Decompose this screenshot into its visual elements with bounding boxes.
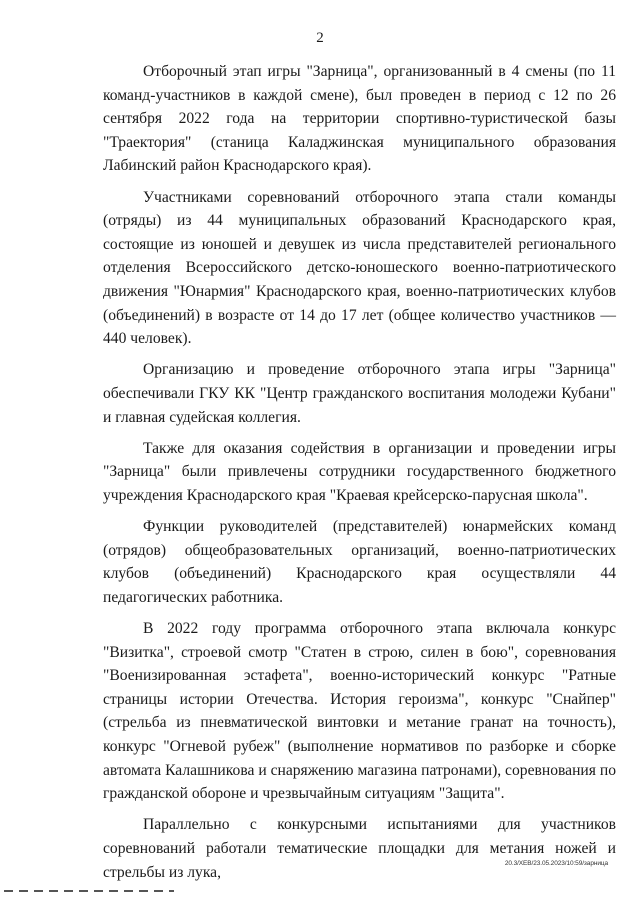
paragraph-team-leaders: Функции руководителей (представителей) юнармейских команд (отрядов) общеобразовательных организаций, военно-патриотических клубов (объединений) Краснодарского края осуществляли 44 педагогических работника. (103, 518, 616, 606)
paragraph-program: В 2022 году программа отборочного этапа включала конкурс "Визитка", строевой смотр "Статен в строю, силен в бою", соревнования "Военизированная эстафета", военно-исторический конкурс "Ратные страницы истории Отечества. История героизма", конкурс "Снайпер" (стрельба из пневматической винтовки и метание гранат на точность), конкурс "Огневой рубеж" (выполнение нормативов по разборке и сборке автомата Калашникова и снаряжению магазина патронами), соревнования по гражданской обороне и чрезвычайным ситуациям "Защита". (103, 620, 616, 803)
paragraph-organizers: Организацию и проведение отборочного этапа игры "Зарница" обеспечивали ГКУ КК "Центр гражданского воспитания молодежи Кубани" и главная судейская коллегия. (103, 361, 616, 426)
page-number: 2 (316, 30, 324, 46)
paragraph-participants: Участниками соревнований отборочного этапа стали команды (отряды) из 44 муниципальных образований Краснодарского края, состоящие из юношей и девушек из числа представителей регионального отделения Всероссийского детско-юношеского военно-патриотического движения "Юнармия" Краснодарского края, военно-патриотических клубов (объединений) в возрасте от 14 до 17 лет (общее количество участников — 440 человек). (103, 188, 616, 348)
paragraph-parallel-activities: Параллельно с конкурсными испытаниями для участников соревнований работали тематические площадки для метания ножей и стрельбы из лука, (103, 816, 616, 881)
scan-edge-marks (4, 890, 174, 892)
document-registration-stamp: 20.3/ХЕВ/23.05.2023/10:59/зарница (504, 860, 608, 867)
paragraph-stage-dates: Отборочный этап игры "Зарница", организованный в 4 смены (по 11 команд-участников в каждой смене), был проведен в период с 12 по 26 сентября 2022 года на территории спортивно-туристической базы "Траектория" (станица Каладжинская муниципального образования Лабинский район Краснодарского края). (103, 63, 616, 175)
paragraph-assistance: Также для оказания содействия в организации и проведении игры "Зарница" были привлечены сотрудники государственного бюджетного учреждения Краснодарского края "Краевая крейсерско-парусная школа". (103, 439, 616, 504)
document-body (103, 60, 616, 892)
